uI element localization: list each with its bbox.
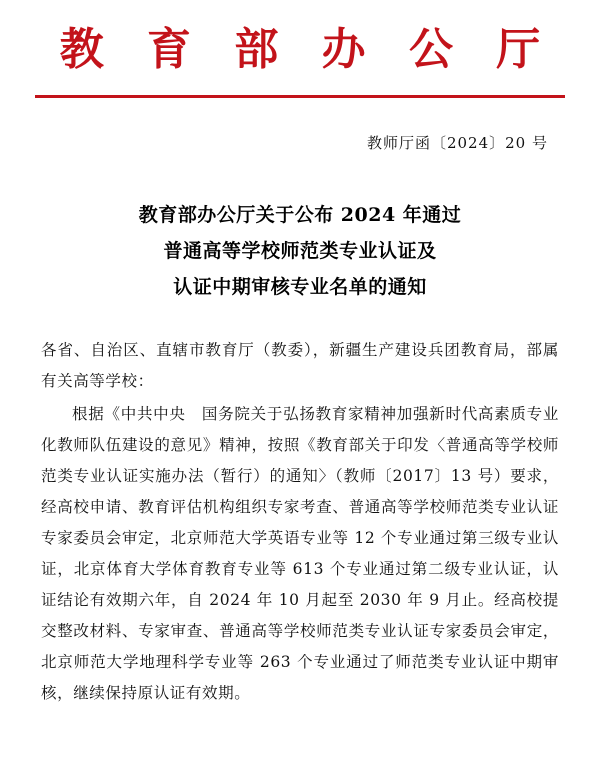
masthead-divider bbox=[35, 95, 565, 98]
document-body bbox=[41, 335, 559, 709]
page-title-line-1: 教育部办公厅关于公布 2024 年通过 bbox=[138, 204, 462, 226]
issuing-organization: 教 育 部 办 公 厅 bbox=[59, 24, 555, 75]
document-number-row bbox=[0, 132, 600, 153]
page-title bbox=[85, 197, 515, 305]
masthead bbox=[0, 0, 600, 98]
main-body-paragraph: 根据《中共中央 国务院关于弘扬教育家精神加强新时代高素质专业化教师队伍建设的意见》精神，按照《教育部关于印发〈普通高等学校师范类专业认证实施办法（暂行）的通知〉（教师〔2017〕13 号）要求，经高校申请、教育评估机构组织专家考查、普通高等学校师范类专业认证专家委员会审定，北京师范大学英语专业等 12 个专业通过第三级专业认证，北京体育大学体育教育专业等 613 个专业通过第二级专业认证，认证结论有效期六年，自 2024 年 10 月起至 2030 年 9 月止。经高校提交整改材料、专家审查、普通高等学校师范类专业认证专家委员会审定，北京师范大学地理科学专业等 263 个专业通过了师范类专业认证中期审核，继续保持原认证有效期。 bbox=[41, 405, 559, 702]
document-number: 教师厅函〔2024〕20 号 bbox=[366, 134, 548, 152]
page-title-line-3: 认证中期审核专业名单的通知 bbox=[173, 276, 427, 298]
addressee-paragraph: 各省、自治区、直辖市教育厅（教委），新疆生产建设兵团教育局，部属有关高等学校： bbox=[41, 341, 559, 390]
page-title-line-2: 普通高等学校师范类专业认证及 bbox=[163, 240, 437, 262]
